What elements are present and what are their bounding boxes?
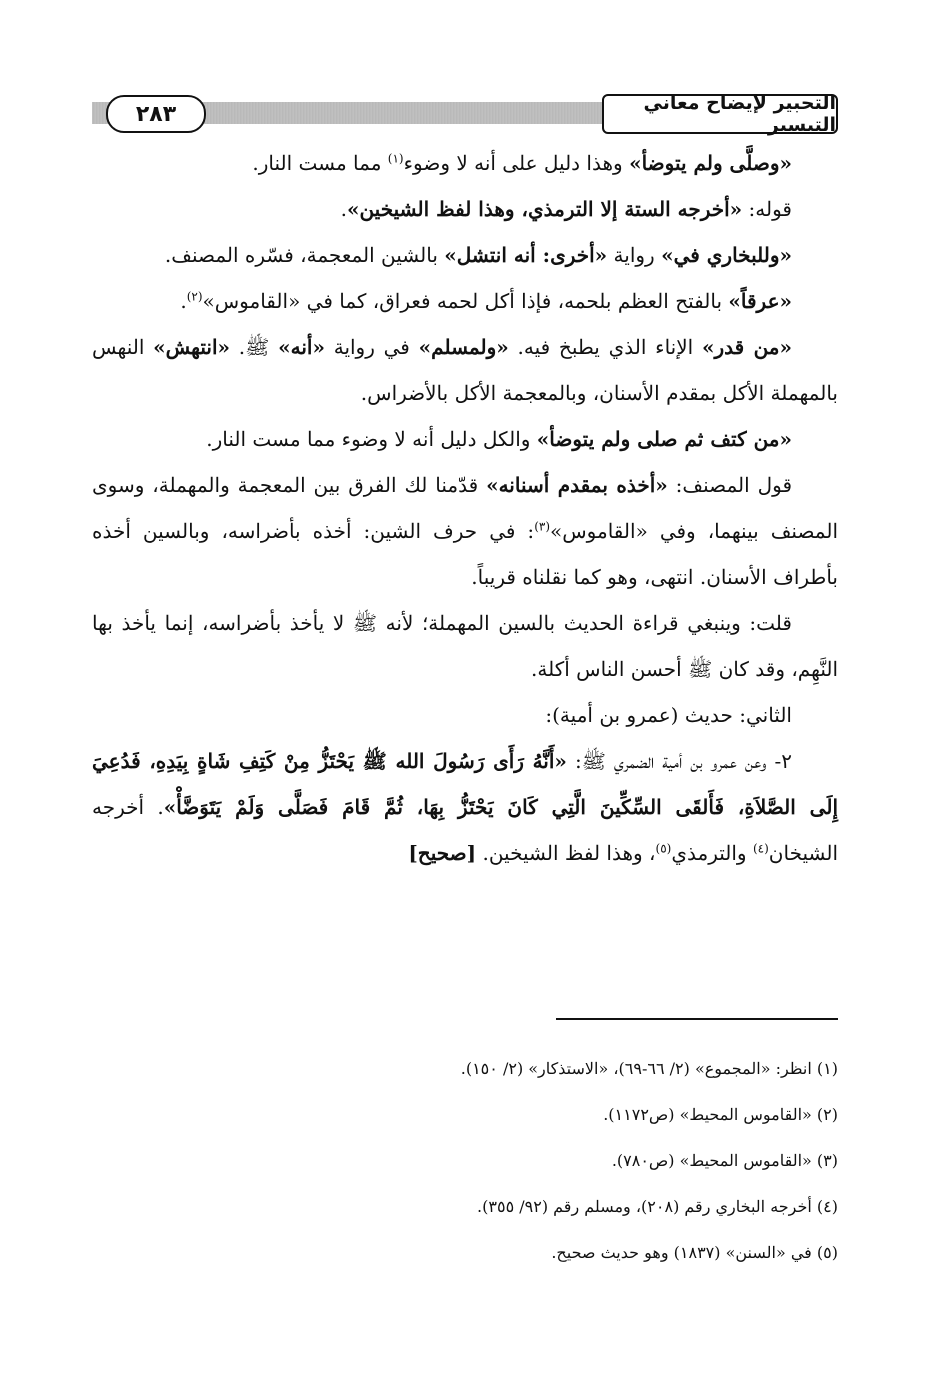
text: ، وهذا لفظ الشيخين. bbox=[476, 841, 656, 865]
book-title: التحبير لإيضاح معاني التيسير bbox=[602, 94, 838, 134]
footnote-ref: (٣) bbox=[534, 519, 551, 534]
text: قوله: bbox=[742, 197, 792, 221]
paragraph bbox=[92, 692, 838, 738]
text: : في حرف الشين: أخذه بأضراسه، وبالسين أخذه بأطراف الأسنان. انتهى، وهو كما نقلناه قريباً. bbox=[92, 519, 838, 589]
paragraph bbox=[92, 462, 838, 600]
footnote-ref: (٤) bbox=[752, 841, 769, 856]
footnote: (٥) في «السنن» (١٨٣٧) وهو حديث صحيح. bbox=[551, 1243, 838, 1262]
text: . bbox=[340, 197, 347, 221]
footnote-separator bbox=[556, 1018, 838, 1020]
quoted-phrase: «وللبخاري في» bbox=[661, 243, 792, 267]
paragraph bbox=[92, 140, 838, 186]
quoted-phrase: «ولمسلم» bbox=[418, 335, 509, 359]
text: والترمذي bbox=[671, 841, 753, 865]
quoted-phrase: «عرقاً» bbox=[728, 289, 792, 313]
footnote-ref: (١) bbox=[387, 151, 404, 166]
footnote: (١) انظر: «المجموع» (٢/ ٦٦-٦٩)، «الاستذكار» (٢/ ١٥٠). bbox=[460, 1059, 838, 1078]
text: وهذا دليل على أنه لا وضوء bbox=[403, 151, 630, 175]
paragraph bbox=[92, 232, 838, 278]
footnote: (٤) أخرجه البخاري رقم (٢٠٨)، ومسلم رقم (٩٢/ ٣٥٥). bbox=[477, 1197, 838, 1216]
paragraph bbox=[92, 324, 838, 416]
footnotes bbox=[92, 1046, 838, 1276]
text: والكل دليل أنه لا وضوء مما مست النار. bbox=[206, 427, 537, 451]
main-text bbox=[92, 140, 838, 876]
text: بالفتح العظم بلحمه، فإذا أكل لحمه فعراق، كما في «القاموس» bbox=[202, 289, 729, 313]
text: قول المصنف: bbox=[667, 473, 793, 497]
footnote-ref: (٥) bbox=[655, 841, 672, 856]
quoted-phrase: «من كتف ثم صلى ولم يتوضأ» bbox=[536, 427, 792, 451]
quoted-phrase: «وصلَّى ولم يتوضأ» bbox=[629, 151, 792, 175]
section-heading: الثاني: حديث (عمرو بن أمية): bbox=[545, 703, 792, 727]
paragraph bbox=[92, 186, 838, 232]
text: بالشين المعجمة، فسّره المصنف. bbox=[164, 243, 445, 267]
text: ٢- وعن عمرو بن أمية الضمري ﷺ: bbox=[566, 749, 793, 773]
text: قلت: وينبغي قراءة الحديث بالسين المهملة؛ لأنه ﷺ لا يأخذ بأضراسه، إنما يأخذ بها النَّهِم، وقد كان ﷺ أحسن الناس أكلة. bbox=[92, 611, 838, 681]
page-header bbox=[92, 92, 838, 136]
text: قدّمنا لك الفرق بين المعجمة والمهملة، وسوى المصنف بينهما، وفي «القاموس» bbox=[92, 473, 839, 543]
text: الإناء الذي يطبخ فيه. bbox=[508, 335, 702, 359]
paragraph bbox=[92, 738, 838, 876]
text: . أخرجه الشيخان bbox=[92, 795, 838, 865]
quoted-phrase: «من قدر» bbox=[701, 335, 793, 359]
hadith-text: «أَنَّهُ رَأَى رَسُولَ الله ﷺ يَحْتَزُّ مِنْ كَتِفِ شَاةٍ بِيَدِهِ، فَدُعِيَ إِلَى الصَّلاَةِ، فَأَلقَى السِّكِّينَ الَّتِي كَانَ يَحْتَزُّ بِهَا، ثُمَّ قَامَ فَصَلَّى وَلَمْ يَتَوَضَّأْ» bbox=[92, 749, 838, 819]
footnote: (٢) «القاموس المحيط» (ص١١٧٢). bbox=[603, 1105, 838, 1124]
grading-label: [صحيح] bbox=[408, 841, 477, 865]
text: ﷺ. bbox=[230, 335, 279, 359]
quoted-phrase: «أخذه بمقدم أسنانه» bbox=[486, 473, 668, 497]
text: رواية bbox=[607, 243, 662, 267]
page-number: ٢٨٣ bbox=[106, 95, 206, 133]
quoted-phrase: «أخرى: أنه انتشل» bbox=[444, 243, 608, 267]
quoted-phrase: «انتهش» bbox=[153, 335, 231, 359]
text: مما مست النار. bbox=[252, 151, 388, 175]
text: النهس بالمهملة الأكل بمقدم الأسنان، وبالمعجمة الأكل بالأضراس. bbox=[92, 335, 838, 405]
footnote-ref: (٢) bbox=[186, 289, 203, 304]
text: في رواية bbox=[324, 335, 419, 359]
paragraph bbox=[92, 600, 838, 692]
paragraph bbox=[92, 416, 838, 462]
footnote: (٣) «القاموس المحيط» (ص٧٨٠). bbox=[611, 1151, 838, 1170]
paragraph bbox=[92, 278, 838, 324]
text: . bbox=[180, 289, 187, 313]
quoted-phrase: «أنه» bbox=[278, 335, 325, 359]
quoted-phrase: «أخرجه الستة إلا الترمذي، وهذا لفظ الشيخين» bbox=[346, 197, 743, 221]
